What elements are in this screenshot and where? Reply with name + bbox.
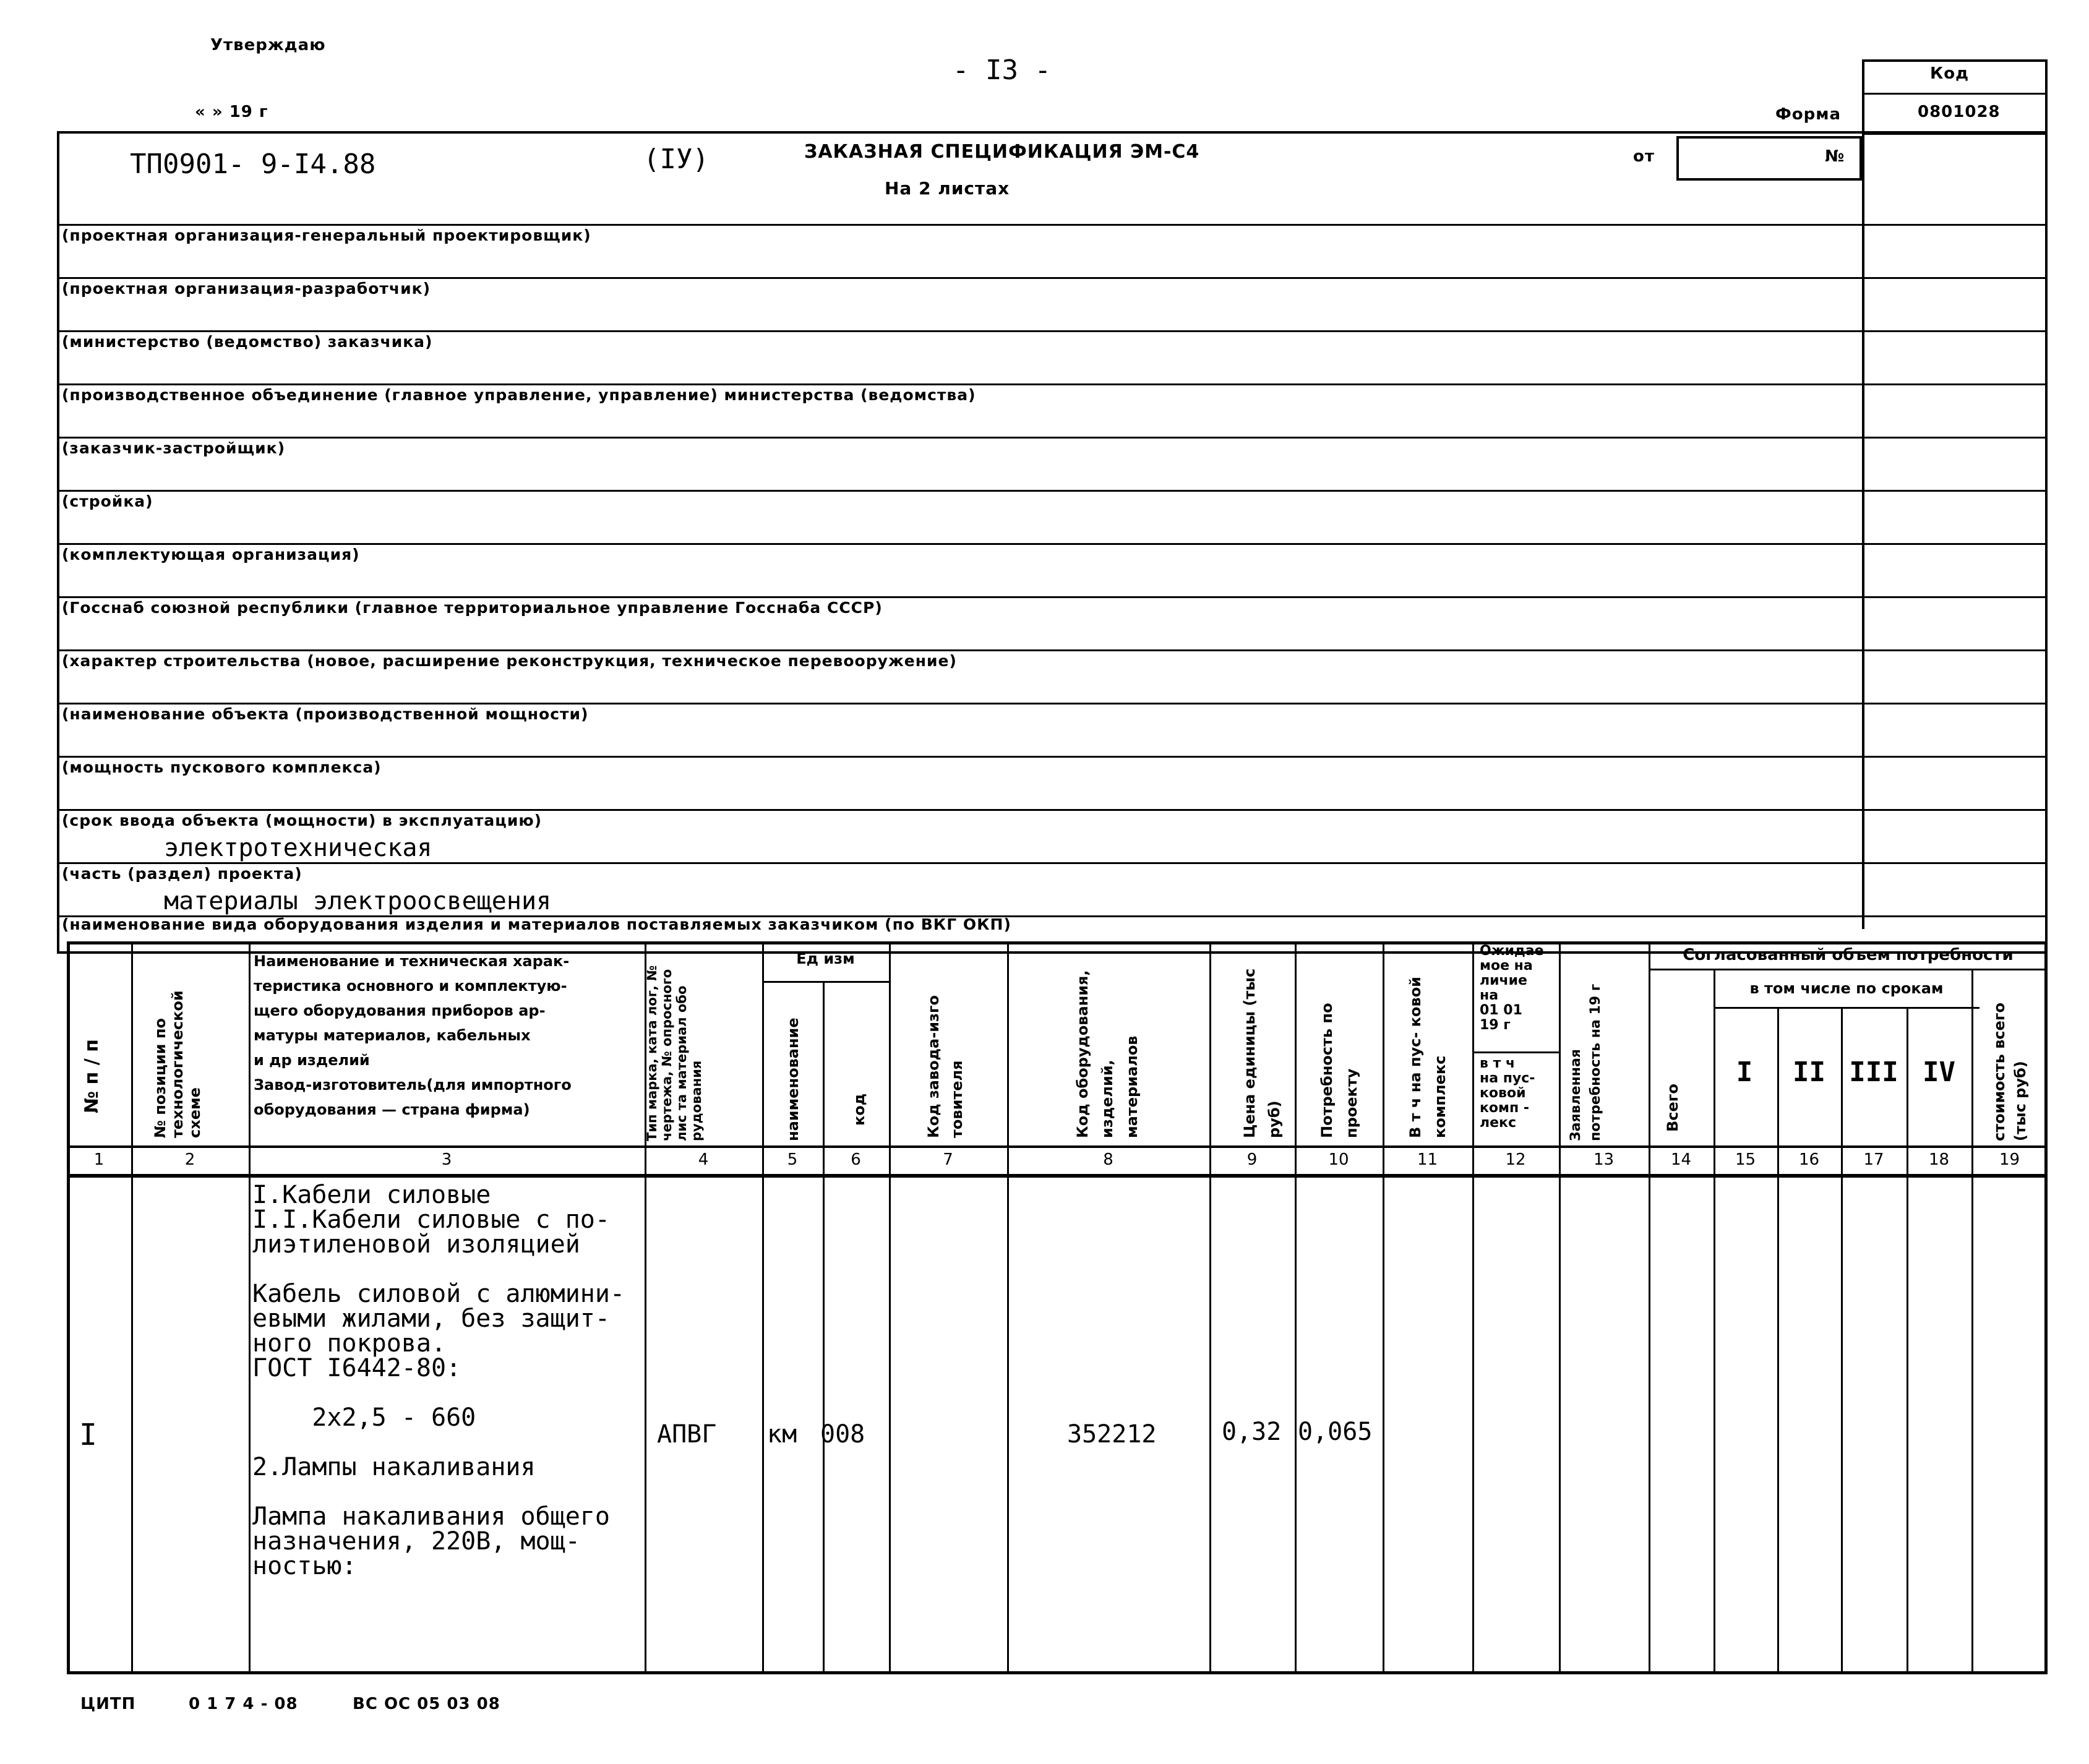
column-line: [1907, 1007, 1908, 1674]
field-divider: [57, 649, 2048, 651]
column-line: [131, 941, 133, 1674]
doc-code: ТП0901- 9-I4.88: [130, 148, 376, 180]
col8-header: Код оборудования, изделий, материалов: [1074, 970, 1141, 1138]
col11-header: В т ч на пус- ковой комплекс: [1407, 977, 1449, 1138]
col12-split: [1472, 1051, 1559, 1053]
unit-group-header: Ед изм: [796, 950, 855, 967]
field-divider: [57, 756, 2048, 758]
kod-label: Код: [1930, 64, 1970, 83]
column-number: 6: [851, 1150, 861, 1169]
col9-header: Цена единицы (тыс руб): [1241, 968, 1283, 1138]
unit-group-line: [762, 981, 889, 983]
column-line: [1209, 941, 1211, 1674]
column-line: [1971, 969, 1973, 1674]
approve-label: Утверждаю: [210, 36, 326, 54]
page-number: - I3 -: [953, 54, 1051, 86]
row-unit: км: [767, 1420, 797, 1449]
column-line: [1649, 941, 1650, 1674]
description-line: I.I.Кабели силовые с по-: [252, 1205, 610, 1234]
agreed-header: Согласованный объем потребности: [1683, 946, 2014, 964]
col12b-header: в т ч на пус- ковой комп - лекс: [1480, 1056, 1535, 1131]
column-number: 2: [184, 1150, 195, 1169]
column-number: 17: [1863, 1150, 1884, 1169]
field-divider: [57, 543, 2048, 545]
column-number: 18: [1928, 1150, 1950, 1169]
column-number: 15: [1735, 1150, 1756, 1169]
field-label: (наименование объекта (производственной мощности): [62, 705, 589, 723]
row-price: 0,32: [1222, 1418, 1282, 1446]
field-label: (мощность пускового комплекса): [62, 758, 382, 776]
field-label: (срок ввода объекта (мощности) в эксплуатацию): [62, 811, 543, 829]
kod-divider: [1862, 93, 2048, 95]
footer-org: ЦИТП: [80, 1695, 136, 1713]
column-number: 16: [1798, 1150, 1820, 1169]
col5-header: наименование: [784, 1017, 802, 1141]
col10-header: Потребность по проекту: [1318, 1003, 1360, 1138]
field-label: (Госснаб союзной республики (главное территориальное управление Госснаба СССР): [62, 599, 883, 617]
description-line: Кабель силовой с алюмини-: [252, 1280, 625, 1308]
description-line: [252, 1430, 625, 1455]
field-divider: [57, 703, 2048, 704]
field-divider: [57, 490, 2048, 492]
agreed-line: [1649, 969, 2048, 970]
period-header: в том числе по срокам: [1749, 980, 1944, 997]
description-line: ГОСТ I6442-80:: [252, 1354, 461, 1382]
header-bottom-line: [67, 1145, 2048, 1148]
forma-code: 0801028: [1918, 103, 2001, 121]
field-label: (министерство (ведомство) заказчика): [62, 333, 433, 351]
field-value: электротехническая: [164, 834, 432, 862]
column-number: 14: [1670, 1150, 1692, 1169]
row-unit-code: 008: [820, 1420, 865, 1449]
period-line: [1714, 1007, 1980, 1009]
row-equipment-code: 352212: [1067, 1420, 1157, 1449]
col13-header: Заявленная потребность на 19 г: [1568, 983, 1603, 1141]
row-position: I: [79, 1418, 97, 1452]
sheets-count: На 2 листах: [885, 178, 1010, 199]
field-value: материалы электроосвещения: [164, 887, 552, 915]
footer-num: 0 1 7 4 - 08: [189, 1695, 298, 1713]
field-divider: [57, 437, 2048, 439]
col7-header: Код завода-изго товителя: [925, 995, 966, 1138]
description-line: [252, 1257, 625, 1282]
desc-column-header: Наименование и техническая харак- теристика основного и комплектую- щего оборудования приборов ар- матуры материалов, кабельных и др изделий Завод-изготовитель(для импортного оборудования — страна фирма): [254, 953, 572, 1118]
field-label: (комплектующая организация): [62, 546, 360, 563]
row-description: [252, 1183, 625, 1578]
date-line: « » 19 г: [195, 103, 268, 121]
column-number: 12: [1505, 1150, 1526, 1169]
field-label: (производственное объединение (главное управление, управление) министерства (ведомства): [62, 386, 976, 404]
column-number: 19: [1999, 1150, 2020, 1169]
column-line: [1559, 941, 1561, 1674]
description-line: I.Кабели силовые: [252, 1181, 491, 1209]
col14-header: Всего: [1664, 1084, 1681, 1132]
no-label: №: [1825, 147, 1845, 166]
column-line: [1777, 1007, 1779, 1674]
column-line: [1383, 941, 1384, 1674]
description-line: лиэтиленовой изоляцией: [252, 1230, 580, 1259]
ot-label: от: [1633, 147, 1655, 166]
column-number: 13: [1593, 1150, 1615, 1169]
field-divider: [57, 596, 2048, 598]
column-number: 9: [1246, 1150, 1258, 1169]
row-type: АПВГ: [657, 1420, 717, 1449]
column-line: [249, 941, 251, 1674]
field-divider: [57, 224, 2048, 226]
column-line: [762, 941, 764, 1674]
description-line: 2.Лампы накаливания: [252, 1453, 536, 1481]
col2-header: № позиции по технологической схеме: [152, 990, 204, 1138]
column-number: 1: [93, 1150, 105, 1169]
field-label: (стройка): [62, 492, 153, 510]
q2-header: II: [1793, 1056, 1825, 1088]
field-divider: [57, 862, 2048, 864]
column-number: 11: [1417, 1150, 1438, 1169]
section-number: (IУ): [643, 143, 709, 175]
row-need: 0,065: [1298, 1418, 1373, 1446]
q3-header: III: [1849, 1056, 1898, 1088]
field-label: (характер строительства (новое, расширение реконструкция, техническое перевооружение): [62, 652, 957, 670]
field-label: (проектная организация-генеральный проектировщик): [62, 226, 591, 244]
q1-header: I: [1736, 1056, 1753, 1088]
col12a-header: Ожидае мое на личие на 01 01 19 г: [1480, 943, 1544, 1033]
column-line: [823, 981, 825, 1674]
field-divider: [57, 809, 2048, 811]
column-number: 10: [1328, 1150, 1349, 1169]
column-line: [1007, 941, 1009, 1674]
field-divider: [57, 383, 2048, 385]
q4-header: IV: [1923, 1056, 1955, 1088]
description-line: назначения, 220В, мощ-: [252, 1527, 580, 1556]
field-divider: [57, 330, 2048, 332]
description-line: 2х2,5 - 660: [252, 1403, 476, 1432]
column-number: 3: [441, 1150, 452, 1169]
description-line: Лампа накаливания общего: [252, 1502, 610, 1531]
column-number: 8: [1103, 1150, 1113, 1169]
description-line: евыми жилами, без защит-: [252, 1304, 610, 1333]
col4-header: Тип марка, ката лог, № чертежа, № опросного лис та материал обо рудования: [645, 965, 704, 1141]
column-number: 5: [787, 1150, 798, 1169]
fields-frame: [57, 131, 2048, 954]
description-line: ностью:: [252, 1552, 357, 1580]
description-line: ного покрова.: [252, 1329, 447, 1358]
footer-code: ВС ОС 05 03 08: [353, 1695, 500, 1713]
col19-header: стоимость всего (тыс руб): [1991, 1003, 2029, 1141]
column-number: 4: [698, 1150, 709, 1169]
equipment-caption: (наименование вида оборудования изделия и материалов поставляемых заказчиком (по ВКГ ОКП): [62, 915, 1011, 933]
column-line: [1295, 941, 1297, 1674]
field-label: (часть (раздел) проекта): [62, 865, 302, 883]
col6-header: код: [851, 1093, 868, 1126]
field-label: (заказчик-застройщик): [62, 439, 286, 457]
column-number: 7: [943, 1150, 953, 1169]
forma-label: Форма: [1775, 105, 1842, 124]
description-line: [252, 1381, 625, 1405]
field-label: (проектная организация-разработчик): [62, 280, 431, 298]
description-line: [252, 1479, 625, 1504]
col1-header: № п / п: [81, 1039, 103, 1113]
spec-title: ЗАКАЗНАЯ СПЕЦИФИКАЦИЯ ЭМ-С4: [804, 141, 1200, 163]
colnum-bottom-line: [67, 1174, 2048, 1178]
column-line: [889, 941, 891, 1674]
field-divider: [57, 277, 2048, 279]
column-line: [1841, 1007, 1843, 1674]
